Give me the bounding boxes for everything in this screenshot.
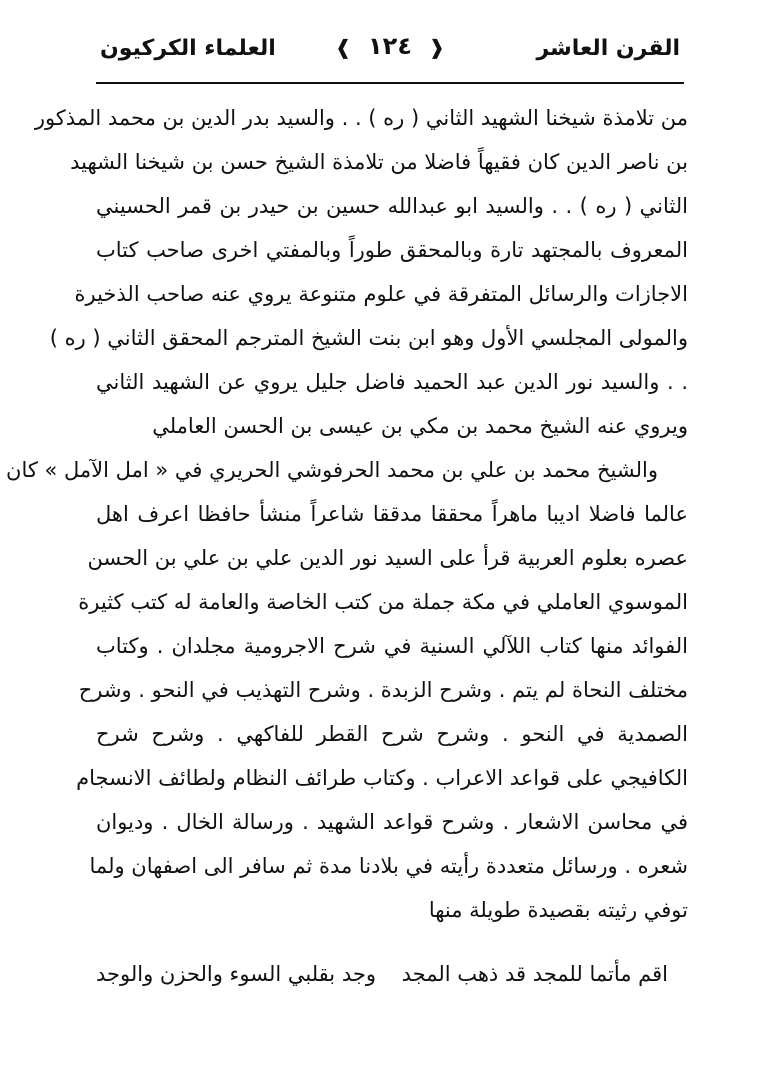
text-line: . . والسيد نور الدين عبد الحميد فاضل جليل يروي عن الشهيد الثاني bbox=[96, 370, 688, 394]
text-line: في محاسن الاشعار . وشرح قواعد الشهيد . ورسالة الخال . وديوان bbox=[96, 810, 688, 834]
page-number: ١٢٤ bbox=[368, 32, 412, 60]
text-line: شعره . ورسائل متعددة رأيته في بلادنا مدة ثم سافر الى اصفهان ولما bbox=[89, 854, 688, 878]
text-line: الصمدية في النحو . وشرح شرح القطر للفاكهي . وشرح شرح bbox=[96, 722, 688, 746]
text-line: الفوائد منها كتاب اللآلي السنية في شرح الاجرومية مجلدان . وكتاب bbox=[96, 634, 688, 658]
text-line: الثاني ( ره ) . . والسيد ابو عبدالله حسين بن حيدر بن قمر الحسيني bbox=[96, 194, 688, 218]
body-text bbox=[6, 96, 688, 932]
text-line: الكافيجي على قواعد الاعراب . وكتاب طرائف النظام ولطائف الانسجام bbox=[76, 766, 688, 790]
text-line: بن ناصر الدين كان فقيهاً فاضلا من تلامذة الشيخ حسن بن شيخنا الشهيد bbox=[70, 150, 688, 174]
text-line: عصره بعلوم العربية قرأ على السيد نور الدين علي بن علي بن الحسن bbox=[87, 546, 688, 570]
verse-first-hemistich: اقم مأتما للمجد قد ذهب المجد bbox=[401, 962, 668, 986]
running-title-century: القرن العاشر bbox=[536, 36, 680, 61]
verse-second-hemistich: وجد بقلبي السوء والحزن والوجد bbox=[96, 962, 376, 986]
text-line: من تلامذة شيخنا الشهيد الثاني ( ره ) . . والسيد بدر الدين بن محمد المذكور bbox=[34, 106, 688, 130]
text-line: والمولى المجلسي الأول وهو ابن بنت الشيخ المترجم المحقق الثاني ( ره ) bbox=[49, 326, 688, 350]
page-number-group bbox=[327, 32, 453, 60]
text-line: والشيخ محمد بن علي بن محمد الحرفوشي الحريري في « امل الآمل » كان bbox=[6, 458, 658, 482]
text-line: ويروي عنه الشيخ محمد بن مكي بن عيسى بن الحسن العاملي bbox=[152, 414, 688, 438]
text-line: عالما فاضلا اديبا ماهراً محققا مدققا شاعراً منشأ حافظا اعرف اهل bbox=[96, 502, 688, 526]
left-ornament-icon: ❰ bbox=[428, 35, 446, 59]
header-divider bbox=[96, 82, 684, 84]
running-title-chapter: العلماء الكركيون bbox=[100, 36, 276, 61]
text-line: توفي رثيته بقصيدة طويلة منها bbox=[428, 898, 688, 922]
text-line: المعروف بالمجتهد تارة وبالمحقق طوراً وبالمفتي اخرى صاحب كتاب bbox=[96, 238, 688, 262]
page-header bbox=[100, 30, 680, 70]
right-ornament-icon: ❱ bbox=[334, 35, 352, 59]
text-line: الاجازات والرسائل المتفرقة في علوم متنوعة يروي عنه صاحب الذخيرة bbox=[74, 282, 688, 306]
text-line: مختلف النحاة لم يتم . وشرح الزبدة . وشرح التهذيب في النحو . وشرح bbox=[78, 678, 688, 702]
text-line: الموسوي العاملي في مكة جملة من كتب الخاصة والعامة له كتب كثيرة bbox=[78, 590, 688, 614]
poem-verse bbox=[96, 952, 688, 996]
